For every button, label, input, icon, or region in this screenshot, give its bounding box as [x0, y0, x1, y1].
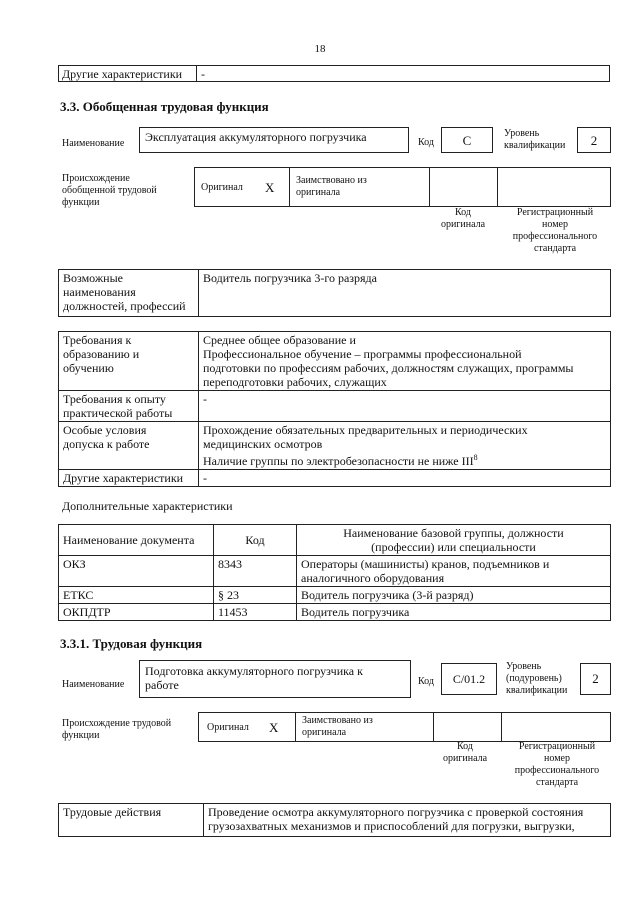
header-base-group: Наименование базовой группы, должности (профессии) или специальности [297, 525, 611, 556]
electrical-safety-line [203, 451, 606, 468]
requirements-row-education [59, 332, 611, 391]
okpdtr-code: 11453 [214, 604, 297, 621]
tf-origin-div-3 [501, 713, 502, 741]
additional-heading: Дополнительные характеристики [62, 499, 233, 513]
tf-reg-number-caption: Регистрационный номер профессионального стандарта [514, 741, 600, 788]
tf-name-value: Подготовка аккумуляторного погрузчика к работе [145, 664, 363, 692]
tf-orig-code-caption: Код оригинала [442, 741, 488, 764]
gtf-level-value: 2 [590, 133, 598, 148]
page-number: 18 [314, 43, 326, 55]
additional-header-row [59, 525, 611, 556]
header-code: Код [214, 525, 297, 556]
admission-value: Прохождение обязательных предварительных и периодических медицинских осмотров [203, 423, 528, 451]
electrical-safety-text: Наличие группы по электробезопасности не ниже III [203, 454, 474, 468]
top-row-value: - [201, 67, 205, 81]
requirements-table [58, 331, 611, 487]
tf-name-label: Наименование [62, 679, 125, 690]
other-label: Другие характеристики [59, 470, 199, 487]
gtf-origin-table [194, 167, 611, 207]
section-3-3-heading: 3.3. Обобщенная трудовая функция [60, 99, 269, 114]
gtf-code-label: Код [418, 137, 434, 148]
additional-row-etks [59, 587, 611, 604]
tf-origin-div-2 [433, 713, 434, 741]
origin-div-2 [429, 168, 430, 206]
tf-origin-label: Происхождение трудовой функции [62, 718, 172, 741]
additional-row-okpdtr [59, 604, 611, 621]
gtf-borrowed-label: Заимствовано из оригинала [296, 175, 367, 198]
additional-table [58, 524, 611, 621]
tf-code-box [441, 663, 497, 695]
positions-table [58, 269, 611, 317]
okz-doc: ОКЗ [59, 556, 214, 587]
okz-name: Операторы (машинисты) кранов, подъемников и аналогичного оборудования [297, 556, 611, 587]
additional-row-okz [59, 556, 611, 587]
gtf-name-box [139, 127, 409, 153]
tf-code-label: Код [418, 676, 434, 687]
top-row-divider [196, 66, 197, 81]
origin-div-1 [289, 168, 290, 206]
labor-actions-table [58, 803, 611, 837]
origin-div-3 [497, 168, 498, 206]
tf-origin-table [198, 712, 611, 742]
gtf-original-label: Оригинал [201, 182, 243, 193]
okpdtr-doc: ОКПДТР [59, 604, 214, 621]
positions-label: Возможные наименования должностей, профессий [59, 270, 199, 317]
labor-actions-value: Проведение осмотра аккумуляторного погрузчика с проверкой состояния грузозахватных механизмов и приспособлений для погрузки, выгрузки, [204, 804, 611, 837]
requirements-row-other [59, 470, 611, 487]
gtf-original-mark: X [265, 180, 275, 195]
tf-level-box [580, 663, 611, 695]
gtf-level-box [577, 127, 611, 153]
gtf-code-value: C [462, 133, 472, 148]
gtf-reg-number-caption: Регистрационный номер профессионального стандарта [512, 207, 598, 254]
etks-name: Водитель погрузчика (3-й разряд) [297, 587, 611, 604]
tf-level-value: 2 [592, 671, 599, 686]
gtf-orig-code-caption: Код оригинала [440, 207, 486, 230]
gtf-code-box [441, 127, 493, 153]
okpdtr-name: Водитель погрузчика [297, 604, 611, 621]
positions-row [59, 270, 611, 317]
tf-level-label: Уровень (подуровень) квалификации [506, 661, 568, 696]
education-label: Требования к образованию и обучению [59, 332, 199, 391]
tf-original-mark: X [269, 720, 279, 735]
positions-value: Водитель погрузчика 3-го разряда [199, 270, 611, 317]
requirements-row-experience [59, 391, 611, 422]
header-doc-name: Наименование документа [59, 525, 214, 556]
okz-code: 8343 [214, 556, 297, 587]
tf-original-label: Оригинал [207, 722, 249, 733]
tf-borrowed-label: Заимствовано из оригинала [302, 715, 373, 738]
labor-actions-row [59, 804, 611, 837]
requirements-row-admission [59, 422, 611, 470]
section-3-3-1-heading: 3.3.1. Трудовая функция [60, 636, 203, 651]
admission-cell [199, 422, 611, 470]
tf-code-value: C/01.2 [452, 672, 486, 686]
admission-label: Особые условия допуска к работе [59, 422, 199, 470]
footnote-marker: 8 [473, 453, 478, 462]
education-value: Среднее общее образование и Профессиональное обучение – программы профессиональной подготовки по профессиям рабочих, должностям служащих, программы переподготовки рабочих, служащих [199, 332, 611, 391]
labor-actions-label: Трудовые действия [59, 804, 204, 837]
gtf-origin-label: Происхождение обобщенной трудовой функции [62, 173, 157, 208]
experience-label: Требования к опыту практической работы [59, 391, 199, 422]
top-characteristics-row [58, 65, 610, 82]
top-row-label: Другие характеристики [62, 67, 183, 81]
tf-origin-div-1 [295, 713, 296, 741]
gtf-name-value: Эксплуатация аккумуляторного погрузчика [145, 130, 367, 144]
etks-doc: ЕТКС [59, 587, 214, 604]
tf-name-box [139, 660, 411, 698]
experience-value: - [199, 391, 611, 422]
gtf-level-label: Уровень квалификации [504, 128, 566, 151]
other-value: - [199, 470, 611, 487]
gtf-name-label: Наименование [62, 138, 125, 149]
etks-code: § 23 [214, 587, 297, 604]
